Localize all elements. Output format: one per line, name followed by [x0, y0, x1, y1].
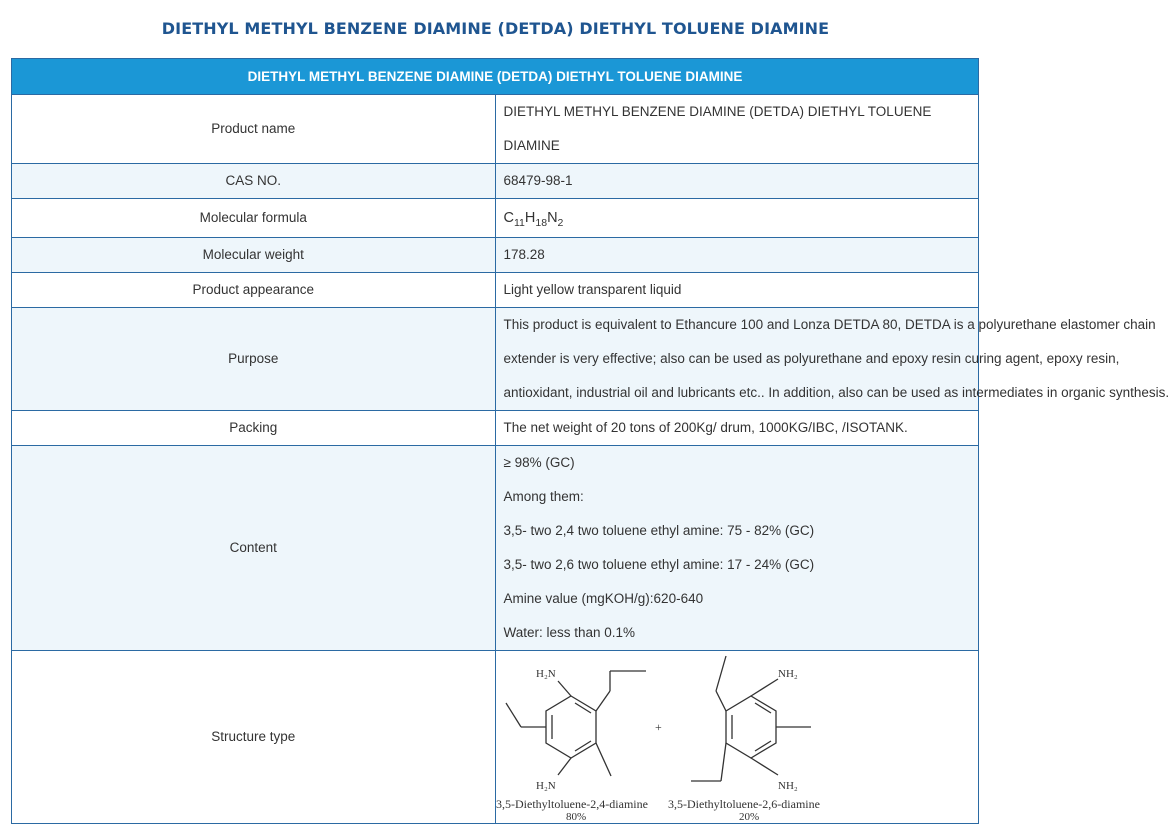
page-title: DIETHYL METHYL BENZENE DIAMINE (DETDA) DIETHYL TOLUENE DIAMINE [161, 19, 830, 38]
product-name-value: DIETHYL METHYL BENZENE DIAMINE (DETDA) DIETHYL TOLUENE DIAMINE [495, 95, 979, 164]
formula-n-count: 2 [557, 216, 564, 229]
weight-value: 178.28 [495, 238, 979, 273]
table-row [12, 164, 979, 199]
formula-h: H [524, 209, 536, 226]
table-header: DIETHYL METHYL BENZENE DIAMINE (DETDA) DIETHYL TOLUENE DIAMINE [12, 59, 979, 95]
cas-label: CAS NO. [12, 164, 496, 199]
left-benzene-ring [546, 696, 596, 758]
formula-h-count: 18 [535, 216, 548, 229]
content-value [495, 446, 979, 651]
table-row [12, 273, 979, 308]
right-top-amine: NH₂ [777, 668, 798, 680]
table-header-row [12, 59, 979, 95]
appearance-value: Light yellow transparent liquid [495, 273, 979, 308]
right-bottom-amine: NH₂ [777, 780, 798, 792]
left-compound-name: 3,5-Diethyltoluene-2,4-diamine [495, 797, 648, 811]
content-label: Content [12, 446, 496, 651]
packing-label: Packing [12, 411, 496, 446]
purpose-value [495, 308, 1169, 411]
structure-diagram [496, 651, 1156, 823]
right-compound-percent: 20% [738, 811, 759, 823]
table-row [12, 238, 979, 273]
structure-value [495, 651, 979, 824]
packing-value: The net weight of 20 tons of 200Kg/ drum, 1000KG/IBC, /ISOTANK. [495, 411, 979, 446]
purpose-label: Purpose [12, 308, 496, 411]
appearance-label: Product appearance [12, 273, 496, 308]
plus-sign: + [654, 720, 662, 734]
content-line: Water: less than 0.1% [503, 625, 636, 640]
content-line: ≥ 98% (GC) [503, 455, 575, 470]
left-compound-percent: 80% [565, 811, 586, 823]
table-row [12, 411, 979, 446]
content-line: Among them: [503, 489, 584, 504]
formula-label: Molecular formula [12, 199, 496, 238]
content-line: 3,5- two 2,4 two toluene ethyl amine: 75 - 82% (GC) [503, 523, 815, 538]
spec-table [11, 58, 1169, 824]
purpose-line: antioxidant, industrial oil and lubricants etc.. In addition, also can be used as intermediates in organic synthesis. [503, 385, 1169, 400]
left-bottom-amine: H₂N [535, 780, 556, 792]
product-name-label: Product name [12, 95, 496, 164]
table-row [12, 95, 979, 164]
formula-value [495, 199, 979, 238]
cas-value: 68479-98-1 [495, 164, 979, 199]
table-row [12, 199, 979, 238]
formula-c-count: 11 [513, 216, 525, 229]
content-line: Amine value (mgKOH/g):620-640 [503, 591, 704, 606]
table-row [12, 651, 979, 824]
content-line: 3,5- two 2,6 two toluene ethyl amine: 17 - 24% (GC) [503, 557, 815, 572]
right-benzene-ring [726, 696, 776, 758]
right-compound-name: 3,5-Diethyltoluene-2,6-diamine [667, 797, 820, 811]
left-top-amine: H₂N [535, 668, 556, 680]
purpose-line: This product is equivalent to Ethancure 100 and Lonza DETDA 80, DETDA is a polyurethane elastomer chain [503, 317, 1156, 332]
formula-c: C [503, 209, 514, 226]
structure-label: Structure type [12, 651, 496, 824]
table-row [12, 446, 979, 651]
table-row [12, 308, 979, 411]
purpose-line: extender is very effective; also can be used as polyurethane and epoxy resin curing agent, epoxy resin, [503, 351, 1120, 366]
weight-label: Molecular weight [12, 238, 496, 273]
formula-n: N [547, 209, 558, 226]
